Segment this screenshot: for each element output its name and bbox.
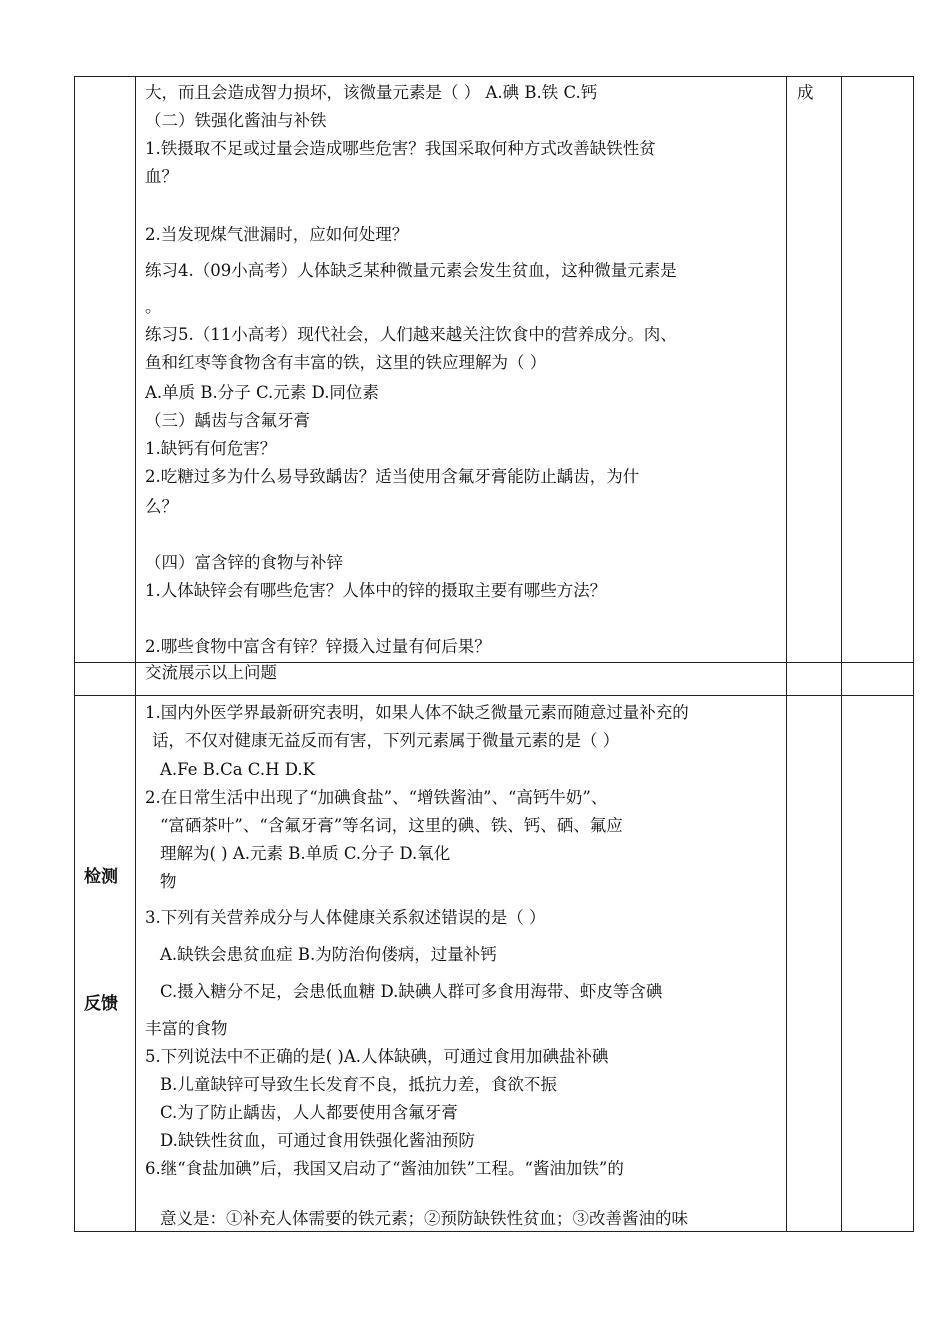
feedback-text-line: C.为了防止龋齿，人人都要使用含氟牙膏 [160,1103,458,1122]
feedback-text-line: 意义是：①补充人体需要的铁元素；②预防缺铁性贫血；③改善酱油的味 [160,1209,688,1228]
text-line: A.单质 B.分子 C.元素 D.同位素 [145,383,379,402]
text-line: 2.当发现煤气泄漏时，应如何处理？ [145,225,409,244]
feedback-text-line: B.儿童缺锌可导致生长发育不良，抵抗力差，食欲不振 [160,1075,557,1094]
table-border-right [913,76,914,1232]
section-label-check: 检测 [84,867,118,887]
feedback-text-line: 丰富的食物 [145,1019,228,1038]
table-row-divider-2 [74,695,914,696]
text-line: 2.吃糖过多为什么易导致龋齿？适当使用含氟牙膏能防止龋齿，为什 [145,467,640,486]
feedback-text-line: 6.继“食盐加碘”后，我国又启动了“酱油加铁”工程。“酱油加铁”的 [145,1159,624,1178]
text-line: 2.哪些食物中富含有锌？锌摄入过量有何后果？ [145,637,491,656]
feedback-text-line: 物 [160,872,177,891]
feedback-text-line: 2.在日常生活中出现了“加碘食盐”、“增铁酱油”、“高钙牛奶”、 [145,788,608,807]
text-line: 1.缺钙有何危害？ [145,439,277,458]
feedback-text-line: 1.国内外医学界最新研究表明，如果人体不缺乏微量元素而随意过量补充的 [145,703,689,722]
text-line: 练习5.（11小高考）现代社会，人们越来越关注饮食中的营养成分。肉、 [145,325,677,344]
feedback-text-line: C.摄入糖分不足，会患低血糖 D.缺碘人群可多食用海带、虾皮等含碘 [160,982,663,1001]
text-line: 1.铁摄取不足或过量会造成哪些危害？我国采取何种方式改善缺铁性贫 [145,139,656,158]
text-line: 大，而且会造成智力损坏，该微量元素是（ ） A.碘 B.铁 C.钙 [145,83,598,102]
feedback-text-line: 理解为( ) A.元素 B.单质 C.分子 D.氧化 [160,844,451,863]
feedback-text-line: D.缺铁性贫血，可通过食用铁强化酱油预防 [160,1131,475,1150]
text-line: 。 [145,297,162,316]
text-line: （三）龋齿与含氟牙膏 [145,411,310,430]
feedback-text-line: 话，不仅对健康无益反而有害，下列元素属于微量元素的是（ ） [152,731,620,750]
text-line: 么？ [145,497,178,516]
text-line: （四）富含锌的食物与补锌 [145,553,343,572]
feedback-text-line: 5.下列说法中不正确的是( )A.人体缺碘，可通过食用加碘盐补碘 [145,1047,609,1066]
table-border-left [74,76,75,1232]
text-line: 练习4.（09小高考）人体缺乏某种微量元素会发生贫血，这种微量元素是 [145,261,677,280]
text-line: 1.人体缺锌会有哪些危害？人体中的锌的摄取主要有哪些方法？ [145,581,607,600]
feedback-text-line: “富硒茶叶”、“含氟牙膏”等名词，这里的碘、铁、钙、硒、氟应 [160,816,623,835]
feedback-text-line: A.缺铁会患贫血症 B.为防治佝偻病，过量补钙 [160,945,497,964]
table-border-bottom [74,1231,914,1232]
text-line: 鱼和红枣等食物含有丰富的铁，这里的铁应理解为（ ） [145,353,547,372]
text-line: （二）铁强化酱油与补铁 [145,111,327,130]
table-col-divider-2 [786,76,787,1232]
col3-cell-text: 成 [797,83,814,102]
table-border-top [74,76,914,77]
exchange-display-text: 交流展示以上问题 [145,663,277,682]
table-col-divider-1 [135,76,136,1232]
section-label-feedback: 反馈 [84,994,118,1014]
feedback-text-line: 3.下列有关营养成分与人体健康关系叙述错误的是（ ） [145,908,546,927]
text-line: 血？ [145,167,178,186]
table-col-divider-3 [841,76,842,1232]
feedback-text-line: A.Fe B.Ca C.H D.K [160,760,315,779]
